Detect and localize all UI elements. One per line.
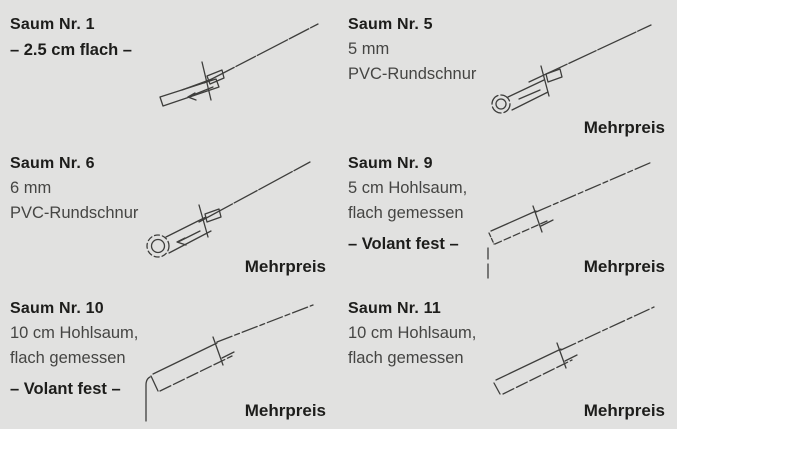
seam-cell-saum-10 — [0, 290, 338, 429]
seam-title: Saum Nr. 6 — [10, 155, 95, 172]
seam-spec: PVC-Rundschnur — [348, 65, 477, 83]
surcharge-label: Mehrpreis — [583, 257, 665, 276]
seam-cell-saum-6 — [0, 145, 338, 290]
seam-spec: flach gemessen — [10, 349, 126, 367]
seam-spec: 10 cm Hohlsaum, — [348, 324, 477, 342]
surcharge-label: Mehrpreis — [583, 118, 665, 137]
surcharge-label: Mehrpreis — [244, 401, 326, 420]
seam-cell-saum-11 — [338, 290, 677, 429]
surcharge-label: Mehrpreis — [244, 257, 326, 276]
seam-spec: flach gemessen — [348, 204, 464, 222]
surcharge-label: Mehrpreis — [583, 401, 665, 420]
seam-spec: 5 mm — [348, 40, 390, 58]
seam-spec: flach gemessen — [348, 349, 464, 367]
seam-spec: – 2.5 cm flach – — [10, 41, 132, 59]
seam-title: Saum Nr. 1 — [10, 16, 95, 33]
seam-title: Saum Nr. 5 — [348, 16, 433, 33]
seam-spec: 10 cm Hohlsaum, — [10, 324, 139, 342]
seam-spec: 5 cm Hohlsaum, — [348, 179, 468, 197]
seam-cell-saum-9 — [338, 145, 677, 290]
volant-note: – Volant fest – — [10, 380, 121, 398]
seam-title: Saum Nr. 10 — [10, 300, 104, 317]
seam-cell-saum-5 — [338, 0, 677, 145]
volant-note: – Volant fest – — [348, 235, 459, 253]
seam-title: Saum Nr. 9 — [348, 155, 433, 172]
seam-title: Saum Nr. 11 — [348, 300, 441, 317]
seam-spec: 6 mm — [10, 179, 52, 197]
seam-spec: PVC-Rundschnur — [10, 204, 139, 222]
seam-cell-saum-1 — [0, 0, 338, 145]
